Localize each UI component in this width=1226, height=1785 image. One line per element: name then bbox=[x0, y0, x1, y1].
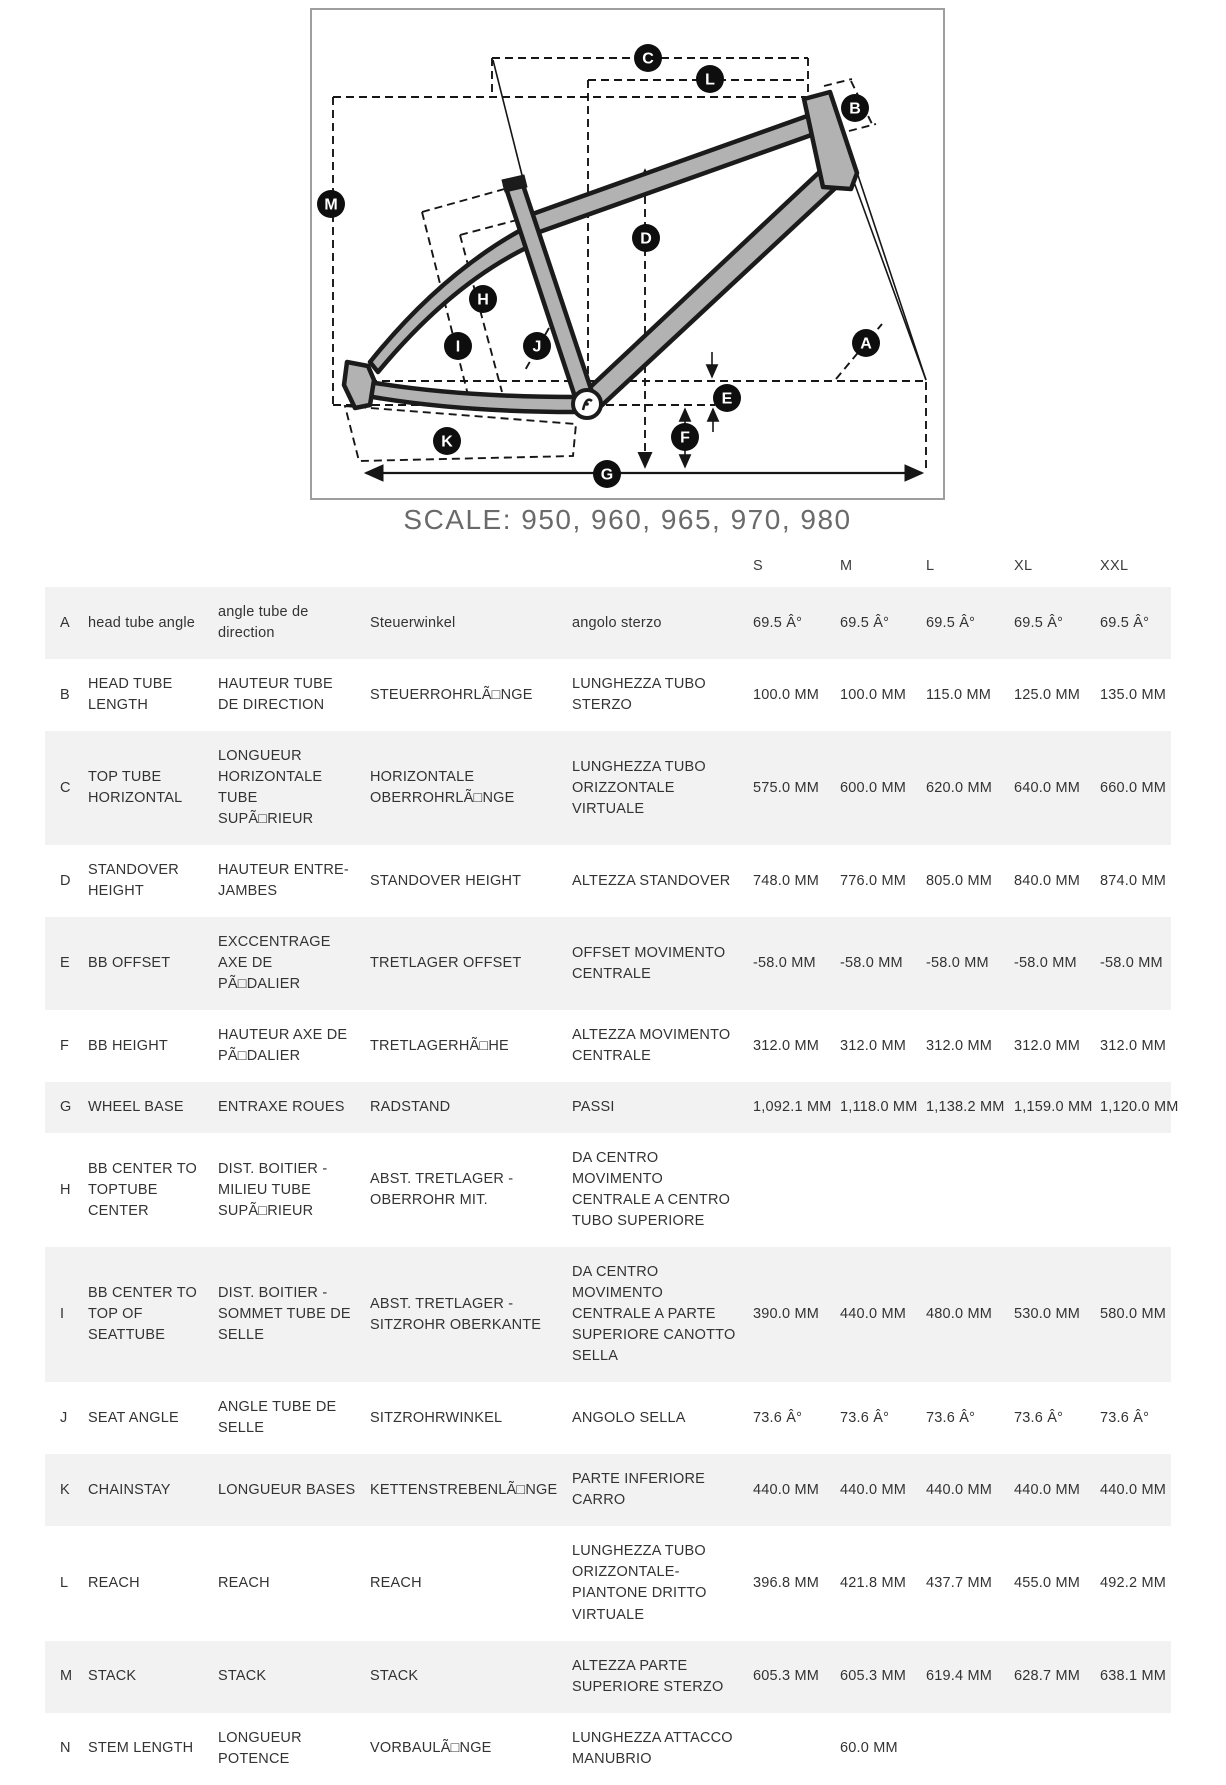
col-l: 73.6 Â° bbox=[926, 1409, 976, 1426]
col-xxl: 135.0 MM bbox=[1100, 686, 1167, 703]
callout-C bbox=[634, 44, 662, 72]
table-row-A bbox=[45, 587, 1171, 659]
col-xxl: 580.0 MM bbox=[1100, 1306, 1167, 1323]
col-it: DA CENTRO MOVIMENTO CENTRALE A CENTRO TUBO SUPERIORE bbox=[572, 1150, 731, 1230]
col-s: 440.0 MM bbox=[753, 1481, 820, 1498]
col-letter: C bbox=[60, 779, 71, 796]
col-letter: I bbox=[60, 1306, 65, 1323]
col-xl: 440.0 MM bbox=[1014, 1481, 1081, 1498]
col-letter: A bbox=[60, 614, 70, 631]
callout-letter: D bbox=[640, 230, 652, 248]
col-de: SITZROHRWINKEL bbox=[370, 1409, 503, 1426]
col-xxl: 492.2 MM bbox=[1100, 1574, 1167, 1591]
col-xl: 312.0 MM bbox=[1014, 1037, 1081, 1054]
col-xxl: 660.0 MM bbox=[1100, 779, 1167, 796]
col-xl: 455.0 MM bbox=[1014, 1574, 1081, 1591]
geometry-diagram bbox=[310, 8, 945, 500]
col-s: 312.0 MM bbox=[753, 1037, 820, 1054]
col-it: LUNGHEZZA ATTACCO MANUBRIO bbox=[572, 1729, 733, 1767]
col-xxl: 638.1 MM bbox=[1100, 1668, 1167, 1685]
col-l: 805.0 MM bbox=[926, 872, 993, 889]
geometry-table bbox=[45, 548, 1179, 1785]
col-it: OFFSET MOVIMENTO CENTRALE bbox=[572, 944, 726, 982]
col-s: 575.0 MM bbox=[753, 779, 820, 796]
table-row-F bbox=[45, 1010, 1171, 1082]
col-it: LUNGHEZZA TUBO STERZO bbox=[572, 676, 706, 714]
table-row-C bbox=[45, 731, 1171, 845]
col-en: BB OFFSET bbox=[88, 955, 171, 972]
col-letter: G bbox=[60, 1099, 72, 1116]
col-xl: 640.0 MM bbox=[1014, 779, 1081, 796]
col-s bbox=[753, 1133, 840, 1247]
callout-letter: B bbox=[849, 100, 861, 118]
callout-letter: H bbox=[477, 291, 489, 309]
col-fr: HAUTEUR AXE DE PÃ□DALIER bbox=[218, 1027, 348, 1065]
col-s: 396.8 MM bbox=[753, 1574, 820, 1591]
col-en: BB HEIGHT bbox=[88, 1037, 168, 1054]
col-letter: E bbox=[60, 955, 70, 972]
callout-J bbox=[523, 332, 551, 360]
callout-G bbox=[593, 460, 621, 488]
header-size-xxl: XXL bbox=[1100, 558, 1129, 574]
col-xl: -58.0 MM bbox=[1014, 955, 1077, 972]
col-m: 100.0 MM bbox=[840, 686, 907, 703]
col-it: DA CENTRO MOVIMENTO CENTRALE A PARTE SUPERIORE CANOTTO SELLA bbox=[572, 1264, 736, 1365]
col-en: STEM LENGTH bbox=[88, 1740, 194, 1757]
col-l: 480.0 MM bbox=[926, 1306, 993, 1323]
col-l: 437.7 MM bbox=[926, 1574, 993, 1591]
col-de: STACK bbox=[370, 1668, 419, 1685]
col-letter: D bbox=[60, 872, 71, 889]
col-fr: LONGUEUR HORIZONTALE TUBE SUPÃ□RIEUR bbox=[218, 748, 323, 828]
col-de: ABST. TRETLAGER - OBERROHR MIT. bbox=[370, 1171, 514, 1209]
col-fr: angle tube de direction bbox=[218, 604, 309, 642]
bike-frame-diagram-svg bbox=[310, 8, 945, 500]
col-m: 312.0 MM bbox=[840, 1037, 907, 1054]
col-it: ALTEZZA MOVIMENTO CENTRALE bbox=[572, 1027, 731, 1065]
diagram-border bbox=[311, 9, 944, 499]
col-s: 390.0 MM bbox=[753, 1306, 820, 1323]
col-xl bbox=[1014, 1133, 1100, 1247]
col-xxl: 73.6 Â° bbox=[1100, 1409, 1150, 1426]
col-it: ALTEZZA PARTE SUPERIORE STERZO bbox=[572, 1657, 724, 1695]
col-m: 69.5 Â° bbox=[840, 614, 890, 631]
col-fr: STACK bbox=[218, 1668, 267, 1685]
header-it bbox=[572, 548, 753, 587]
col-m: 776.0 MM bbox=[840, 872, 907, 889]
col-fr: ENTRAXE ROUES bbox=[218, 1099, 345, 1116]
callout-letter: K bbox=[441, 433, 453, 451]
col-de: VORBAULÃ□NGE bbox=[370, 1740, 492, 1757]
callout-letter: E bbox=[721, 390, 733, 408]
header-size-xl: XL bbox=[1014, 558, 1033, 574]
header-letter bbox=[45, 548, 88, 587]
col-xl: 1,159.0 MM bbox=[1014, 1099, 1093, 1116]
col-en: CHAINSTAY bbox=[88, 1481, 171, 1498]
col-letter: N bbox=[60, 1740, 71, 1757]
col-m: 600.0 MM bbox=[840, 779, 907, 796]
col-l bbox=[926, 1133, 1014, 1247]
col-letter: K bbox=[60, 1481, 70, 1498]
col-it: LUNGHEZZA TUBO ORIZZONTALE- PIANTONE DRITTO VIRTUALE bbox=[572, 1543, 707, 1623]
col-de: ABST. TRETLAGER - SITZROHR OBERKANTE bbox=[370, 1295, 542, 1333]
col-en: HEAD TUBE LENGTH bbox=[88, 676, 173, 714]
col-m: 1,118.0 MM bbox=[840, 1099, 918, 1116]
col-s bbox=[753, 1713, 840, 1785]
col-de: KETTENSTREBENLÃ□NGE bbox=[370, 1481, 558, 1498]
table-row-I bbox=[45, 1247, 1171, 1382]
col-m: 440.0 MM bbox=[840, 1306, 907, 1323]
col-fr: HAUTEUR ENTRE-JAMBES bbox=[218, 862, 349, 900]
table-row-E bbox=[45, 917, 1171, 1010]
col-fr: ANGLE TUBE DE SELLE bbox=[218, 1399, 337, 1437]
col-en: REACH bbox=[88, 1574, 140, 1591]
col-de: STANDOVER HEIGHT bbox=[370, 872, 522, 889]
col-l: 312.0 MM bbox=[926, 1037, 993, 1054]
col-en: BB CENTER TO TOP OF SEATTUBE bbox=[88, 1285, 198, 1344]
col-letter: F bbox=[60, 1037, 70, 1054]
col-de: STEUERROHRLÃ□NGE bbox=[370, 686, 533, 703]
col-de: TRETLAGER OFFSET bbox=[370, 955, 522, 972]
col-m: 605.3 MM bbox=[840, 1668, 907, 1685]
table-row-H bbox=[45, 1133, 1171, 1247]
callout-A bbox=[852, 329, 880, 357]
col-xl: 628.7 MM bbox=[1014, 1668, 1081, 1685]
col-m: 440.0 MM bbox=[840, 1481, 907, 1498]
table-row-L bbox=[45, 1526, 1171, 1640]
size-header-row bbox=[45, 548, 1171, 587]
col-l bbox=[926, 1713, 1014, 1785]
header-en bbox=[88, 548, 218, 587]
col-s: 73.6 Â° bbox=[753, 1409, 803, 1426]
callout-letter: G bbox=[600, 466, 614, 484]
col-it: PARTE INFERIORE CARRO bbox=[572, 1471, 705, 1509]
col-m: 60.0 MM bbox=[840, 1740, 898, 1757]
callout-letter: J bbox=[532, 338, 542, 356]
col-l: 619.4 MM bbox=[926, 1668, 993, 1685]
col-it: ALTEZZA STANDOVER bbox=[572, 872, 731, 889]
callout-E bbox=[713, 384, 741, 412]
col-xxl bbox=[1100, 1713, 1171, 1785]
geometry-table-body bbox=[45, 587, 1179, 1785]
col-en: STACK bbox=[88, 1668, 137, 1685]
col-it: LUNGHEZZA TUBO ORIZZONTALE VIRTUALE bbox=[572, 758, 706, 817]
table-row-M bbox=[45, 1641, 1171, 1713]
col-letter: M bbox=[60, 1668, 73, 1685]
col-xxl: 440.0 MM bbox=[1100, 1481, 1167, 1498]
col-de: TRETLAGERHÃ□HE bbox=[370, 1037, 509, 1054]
callout-letter: C bbox=[642, 50, 654, 68]
col-en: BB CENTER TO TOPTUBE CENTER bbox=[88, 1160, 198, 1219]
col-it: ANGOLO SELLA bbox=[572, 1409, 686, 1426]
callout-L bbox=[696, 65, 724, 93]
callout-letter: I bbox=[455, 338, 461, 356]
col-fr: DIST. BOITIER - SOMMET TUBE DE SELLE bbox=[218, 1285, 351, 1344]
col-s: 1,092.1 MM bbox=[753, 1099, 832, 1116]
col-xl: 73.6 Â° bbox=[1014, 1409, 1064, 1426]
col-letter: L bbox=[60, 1574, 69, 1591]
col-xxl: -58.0 MM bbox=[1100, 955, 1163, 972]
callout-B bbox=[841, 94, 869, 122]
col-fr: LONGUEUR BASES bbox=[218, 1481, 356, 1498]
callout-K bbox=[433, 427, 461, 455]
col-l: 620.0 MM bbox=[926, 779, 993, 796]
col-en: STANDOVER HEIGHT bbox=[88, 862, 179, 900]
callout-letter: F bbox=[680, 429, 690, 447]
col-xxl: 312.0 MM bbox=[1100, 1037, 1167, 1054]
col-xxl: 874.0 MM bbox=[1100, 872, 1167, 889]
col-xl bbox=[1014, 1713, 1100, 1785]
col-xl: 125.0 MM bbox=[1014, 686, 1081, 703]
header-fr bbox=[218, 548, 370, 587]
col-it: angolo sterzo bbox=[572, 614, 662, 631]
callout-M bbox=[317, 190, 345, 218]
col-l: 115.0 MM bbox=[926, 686, 991, 703]
col-de: HORIZONTALE OBERROHRLÃ□NGE bbox=[370, 769, 515, 807]
col-l: 1,138.2 MM bbox=[926, 1099, 1005, 1116]
scale-title: SCALE: 950, 960, 965, 970, 980 bbox=[403, 504, 852, 535]
col-letter: H bbox=[60, 1181, 71, 1198]
callout-H bbox=[469, 285, 497, 313]
table-row-N bbox=[45, 1713, 1171, 1785]
col-de: REACH bbox=[370, 1574, 422, 1591]
col-en: TOP TUBE HORIZONTAL bbox=[88, 769, 183, 807]
callout-letter: A bbox=[860, 335, 872, 353]
header-size-l: L bbox=[926, 558, 935, 574]
header-size-m: M bbox=[840, 558, 853, 574]
col-xxl: 69.5 Â° bbox=[1100, 614, 1150, 631]
col-letter: B bbox=[60, 686, 70, 703]
col-m: 73.6 Â° bbox=[840, 1409, 890, 1426]
col-s: 69.5 Â° bbox=[753, 614, 803, 631]
col-m bbox=[840, 1133, 926, 1247]
callout-letter: L bbox=[705, 71, 715, 89]
col-s: 605.3 MM bbox=[753, 1668, 820, 1685]
col-letter: J bbox=[60, 1409, 68, 1426]
col-fr: EXCCENTRAGE AXE DE PÃ□DALIER bbox=[218, 934, 331, 993]
col-fr: DIST. BOITIER - MILIEU TUBE SUPÃ□RIEUR bbox=[218, 1160, 328, 1219]
col-xl: 530.0 MM bbox=[1014, 1306, 1081, 1323]
col-fr: REACH bbox=[218, 1574, 270, 1591]
col-s: -58.0 MM bbox=[753, 955, 816, 972]
header-de bbox=[370, 548, 572, 587]
table-row-K bbox=[45, 1454, 1171, 1526]
col-xl: 840.0 MM bbox=[1014, 872, 1081, 889]
callout-D bbox=[632, 224, 660, 252]
callout-I bbox=[444, 332, 472, 360]
col-m: -58.0 MM bbox=[840, 955, 903, 972]
header-size-s: S bbox=[753, 558, 763, 574]
col-en: WHEEL BASE bbox=[88, 1099, 184, 1116]
col-en: SEAT ANGLE bbox=[88, 1409, 179, 1426]
callout-F bbox=[671, 423, 699, 451]
col-de: Steuerwinkel bbox=[370, 614, 456, 631]
col-s: 100.0 MM bbox=[753, 686, 820, 703]
col-l: 440.0 MM bbox=[926, 1481, 993, 1498]
col-en: head tube angle bbox=[88, 614, 196, 631]
col-xxl bbox=[1100, 1133, 1171, 1247]
col-l: 69.5 Â° bbox=[926, 614, 976, 631]
col-m: 421.8 MM bbox=[840, 1574, 907, 1591]
col-it: PASSI bbox=[572, 1099, 615, 1116]
col-s: 748.0 MM bbox=[753, 872, 820, 889]
col-de: RADSTAND bbox=[370, 1099, 451, 1116]
table-row-D bbox=[45, 845, 1171, 917]
col-xxl: 1,120.0 MM bbox=[1100, 1099, 1179, 1116]
table-row-J bbox=[45, 1382, 1171, 1454]
col-xl: 69.5 Â° bbox=[1014, 614, 1064, 631]
table-row-B bbox=[45, 659, 1171, 731]
callout-letter: M bbox=[324, 196, 338, 214]
col-l: -58.0 MM bbox=[926, 955, 989, 972]
table-row-G bbox=[45, 1082, 1171, 1133]
col-fr: HAUTEUR TUBE DE DIRECTION bbox=[218, 676, 333, 714]
col-fr: LONGUEUR POTENCE bbox=[218, 1729, 302, 1767]
